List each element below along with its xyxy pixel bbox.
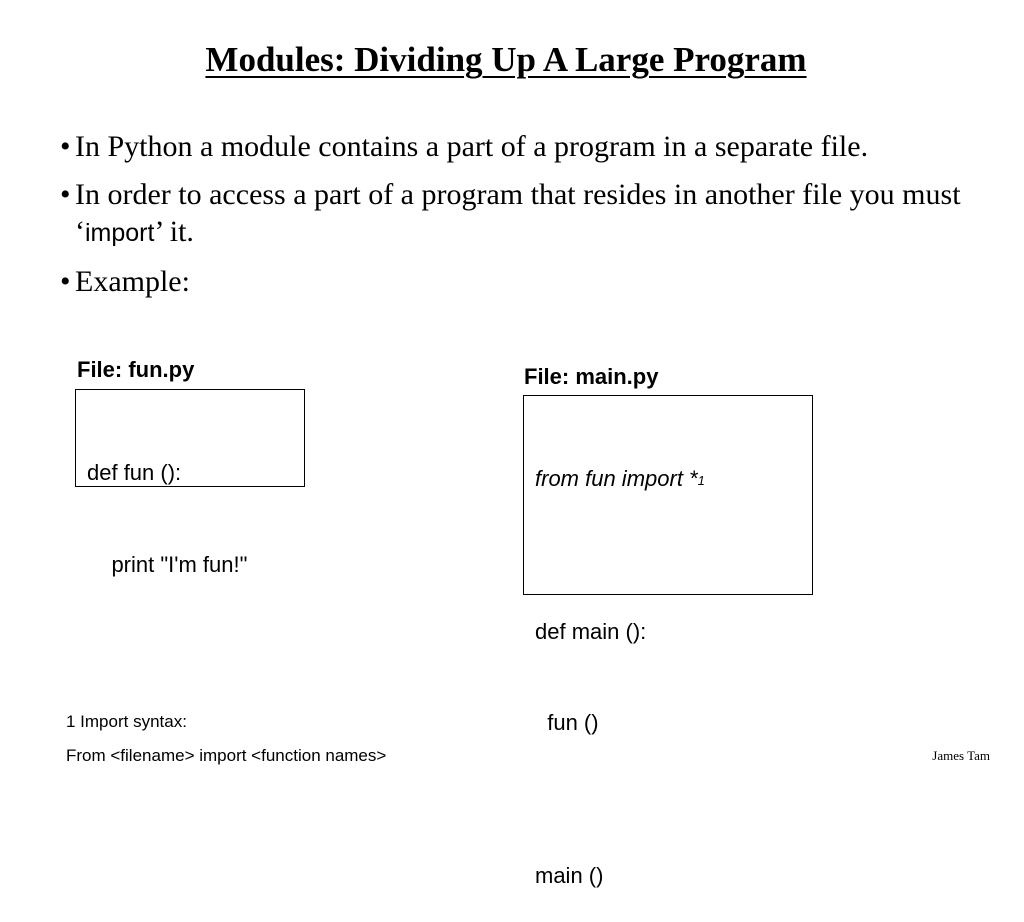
footnote-line-2: From <filename> import <function names> (66, 746, 387, 765)
code-line: def fun (): (87, 460, 182, 485)
author-name: James Tam (932, 748, 990, 763)
fun-file-label: File: fun.py (77, 357, 195, 382)
footnote-line-1: 1 Import syntax: (66, 712, 187, 731)
bullet-item (60, 128, 990, 165)
import-line (535, 464, 812, 495)
code-line: main () (535, 862, 604, 888)
bullet-text: Example: (75, 265, 190, 298)
bullet-marker: • (60, 265, 71, 298)
fun-code-box (75, 389, 305, 577)
bullet-marker: • (60, 130, 71, 163)
main-file-label: File: main.py (524, 364, 659, 389)
bullet-text-after: ’ it. (154, 215, 194, 248)
bullet-marker: • (60, 178, 71, 211)
bullet-text-before: In order to access a part of a program that resides in another file you must ‘ (75, 178, 961, 248)
import-keyword: import (85, 219, 155, 247)
code-line: fun () (535, 710, 599, 735)
bullet-item (60, 263, 990, 300)
code-line: def main (): (535, 618, 647, 644)
code-line: print "I'm fun!" (87, 551, 248, 577)
bullet-item (60, 176, 990, 252)
footnote-ref: 1 (697, 473, 705, 488)
import-statement: from fun import * (535, 466, 698, 491)
slide-title: Modules: Dividing Up A Large Program (205, 40, 807, 79)
bullet-list (60, 128, 990, 311)
main-code-box (523, 395, 813, 888)
bullet-text: In Python a module contains a part of a program in a separate file. (75, 130, 869, 163)
